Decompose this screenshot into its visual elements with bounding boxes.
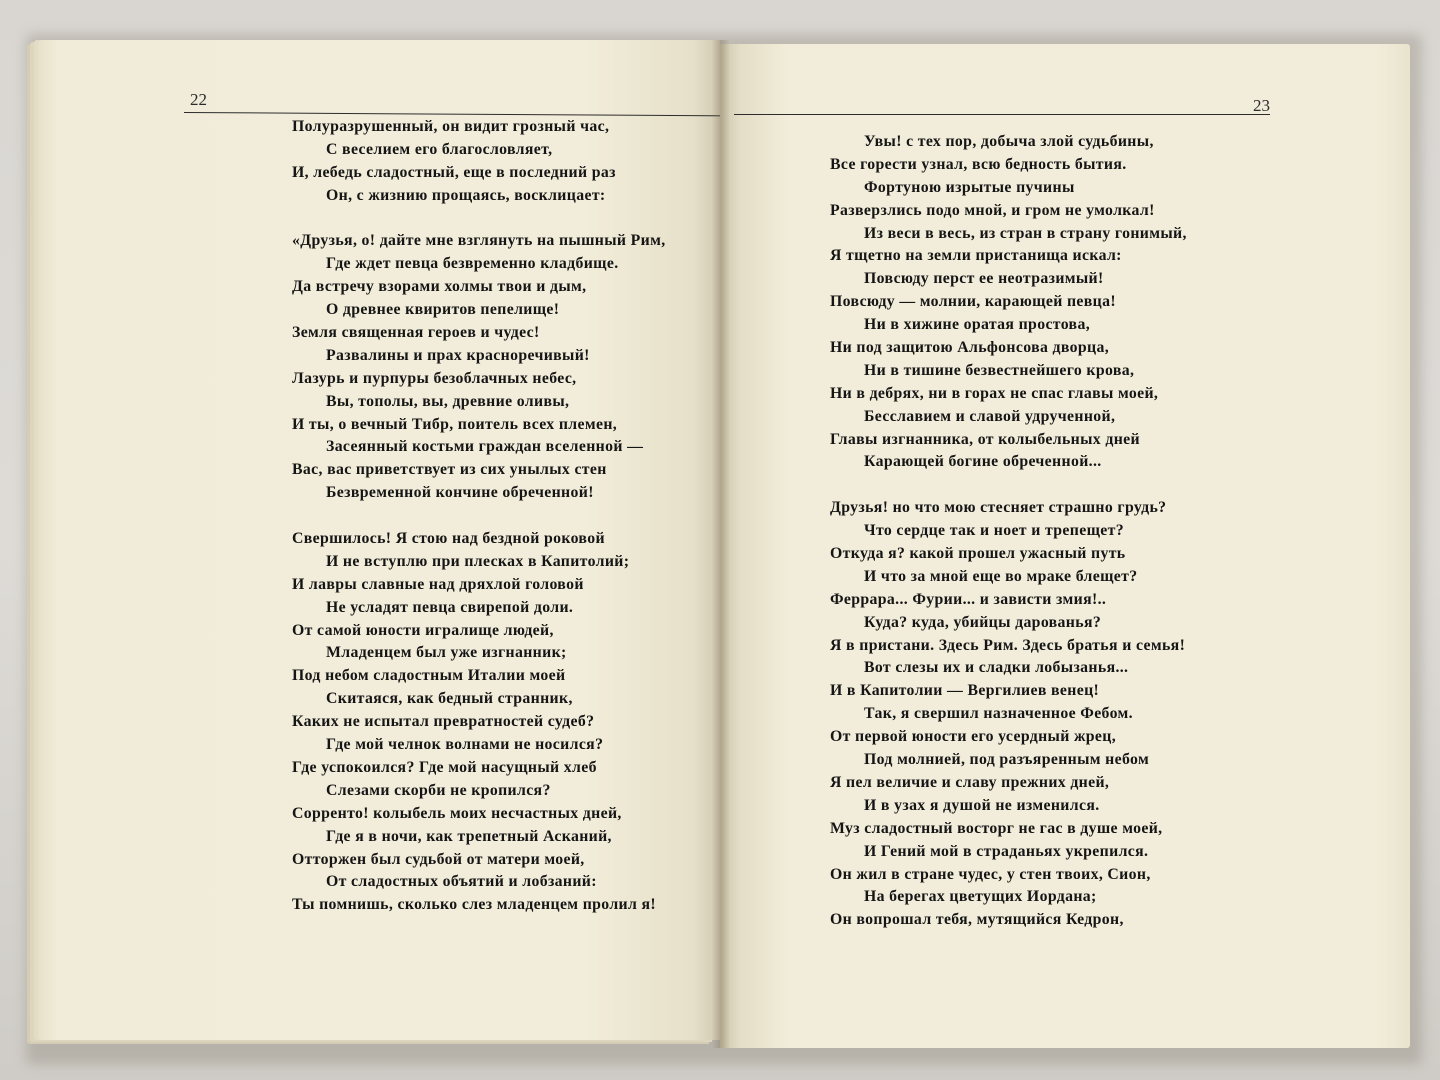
- poem-line: Свершилось! Я стою над бездной роковой: [292, 530, 605, 548]
- poem-line: Вот слезы их и сладки лобызанья...: [864, 659, 1129, 677]
- poem-line: Я тщетно на земли пристанища искал:: [830, 247, 1122, 265]
- page-number-right: 23: [1253, 96, 1270, 115]
- poem-line: Повсюду перст ее неотразимый!: [864, 270, 1104, 288]
- left-page: [38, 40, 720, 1040]
- poem-line: С веселием его благословляет,: [326, 140, 553, 158]
- poem-line: Фортуною изрытые пучины: [864, 178, 1075, 196]
- right-page: [720, 44, 1410, 1048]
- poem-line: Младенцем был уже изгнанник;: [326, 644, 567, 662]
- poem-line: Он вопрошал тебя, мутящийся Кедрон,: [830, 911, 1124, 929]
- poem-line: Бесславием и славой удрученной,: [864, 407, 1116, 425]
- poem-line: Слезами скорби не кропился?: [326, 781, 551, 799]
- poem-line: Куда? куда, убийцы дарованья?: [864, 613, 1102, 631]
- poem-line: И что за мной еще во мраке блещет?: [864, 567, 1138, 585]
- poem-line: «Друзья, о! дайте мне взглянуть на пышный Рим,: [292, 232, 666, 250]
- poem-line: Ты помнишь, сколько слез младенцем пролил я!: [292, 896, 657, 914]
- poem-line: Из веси в весь, из стран в страну гонимый,: [864, 224, 1187, 242]
- poem-line: Где успокоился? Где мой насущный хлеб: [292, 758, 597, 776]
- poem-line: И ты, о вечный Тибр, поитель всех племен,: [292, 415, 618, 433]
- poem-line: И, лебедь сладостный, еще в последний раз: [292, 163, 616, 181]
- poem-line: Безвременной кончине обреченной!: [326, 484, 594, 502]
- poem-line: Ни в хижине оратая простова,: [864, 316, 1090, 334]
- poem-line: Разверзлись подо мной, и гром не умолкал!: [830, 201, 1155, 219]
- poem-line: Каких не испытал превратностей судеб?: [292, 713, 595, 731]
- poem-line: Я в пристани. Здесь Рим. Здесь братья и семья!: [830, 636, 1186, 654]
- poem-line: Отторжен был судьбой от матери моей,: [292, 850, 585, 868]
- poem-line: От первой юности его усердный жрец,: [830, 728, 1117, 746]
- poem-line: И не вступлю при плесках в Капитолий;: [326, 552, 630, 570]
- poem-line: И в Капитолии — Вергилиев венец!: [830, 682, 1100, 700]
- stanza-break: [292, 505, 666, 528]
- poem-line: Ни в дебрях, ни в горах не спас главы моей,: [830, 384, 1159, 402]
- poem-line: Земля священная героев и чудес!: [292, 324, 540, 342]
- poem-line: Я пел величие и славу прежних дней,: [830, 773, 1110, 791]
- header-rule-right: [734, 114, 1270, 115]
- poem-line: Повсюду — молнии, карающей певца!: [830, 293, 1116, 311]
- poem-line: Главы изгнанника, от колыбельных дней: [830, 430, 1140, 448]
- poem-line: Откуда я? какой прошел ужасный путь: [830, 545, 1126, 563]
- poem-line: Под небом сладостным Италии моей: [292, 667, 566, 685]
- poem-line: И Гений мой в страданьях укрепился.: [864, 842, 1149, 860]
- poem-line: Все горести узнал, всю бедность бытия.: [830, 155, 1127, 173]
- poem-line: Феррара... Фурии... и зависти змия!..: [830, 590, 1107, 608]
- poem-line: Где я в ночи, как трепетный Асканий,: [326, 827, 612, 845]
- poem-line: Скитаяся, как бедный странник,: [326, 690, 573, 708]
- poem-line: Полуразрушенный, он видит грозный час,: [292, 118, 610, 135]
- poem-line: И лавры славные над дряхлой головой: [292, 575, 584, 593]
- poem-line: Карающей богине обреченной...: [864, 453, 1102, 471]
- poem-line: От самой юности игралище людей,: [292, 621, 554, 639]
- poem-line: Где ждет певца безвременно кладбище.: [326, 255, 619, 273]
- poem-line: От сладостных объятий и лобзаний:: [326, 873, 597, 891]
- poem-line: Вы, тополы, вы, древние оливы,: [326, 392, 570, 410]
- page-number-left: 22: [190, 90, 207, 109]
- poem-line: Так, я свершил назначенное Фебом.: [864, 705, 1133, 723]
- poem-line: Друзья! но что мою стесняет страшно грудь?: [830, 499, 1167, 517]
- poem-line: Сорренто! колыбель моих несчастных дней,: [292, 804, 622, 822]
- poem-text-left: [292, 116, 666, 917]
- poem-line: Засеянный костьми граждан вселенной —: [326, 438, 644, 456]
- poem-line: Он, с жизнию прощаясь, восклицает:: [326, 186, 606, 204]
- poem-line: Ни в тишине безвестнейшего крова,: [864, 361, 1135, 379]
- poem-line: Да встречу взорами холмы твои и дым,: [292, 278, 587, 296]
- poem-line: И в узах я душой не изменился.: [864, 796, 1100, 814]
- poem-line: Вас, вас приветствует из сих унылых стен: [292, 461, 607, 479]
- poem-line: Что сердце так и ноет и трепещет?: [864, 522, 1124, 540]
- book-gutter: [712, 40, 730, 1048]
- poem-line: Муз сладостный восторг не гас в душе моей,: [830, 819, 1163, 837]
- poem-line: О древнее квиритов пепелище!: [326, 301, 560, 319]
- poem-line: Лазурь и пурпуры безоблачных небес,: [292, 369, 577, 387]
- poem-line: На берегах цветущих Иордана;: [864, 888, 1097, 906]
- stanza-break: [830, 474, 1187, 497]
- poem-line: Ни под защитою Альфонсова дворца,: [830, 339, 1110, 357]
- stanza-break: [292, 208, 666, 231]
- poem-line: Увы! с тех пор, добыча злой судьбины,: [864, 133, 1154, 150]
- poem-line: Он жил в стране чудес, у стен твоих, Сион,: [830, 865, 1151, 883]
- poem-line: Развалины и прах красноречивый!: [326, 346, 590, 364]
- poem-text-right: [830, 131, 1187, 932]
- poem-line: Под молнией, под разъяренным небом: [864, 751, 1150, 769]
- poem-line: Где мой челнок волнами не носился?: [326, 736, 604, 754]
- poem-line: Не усладят певца свирепой доли.: [326, 598, 574, 616]
